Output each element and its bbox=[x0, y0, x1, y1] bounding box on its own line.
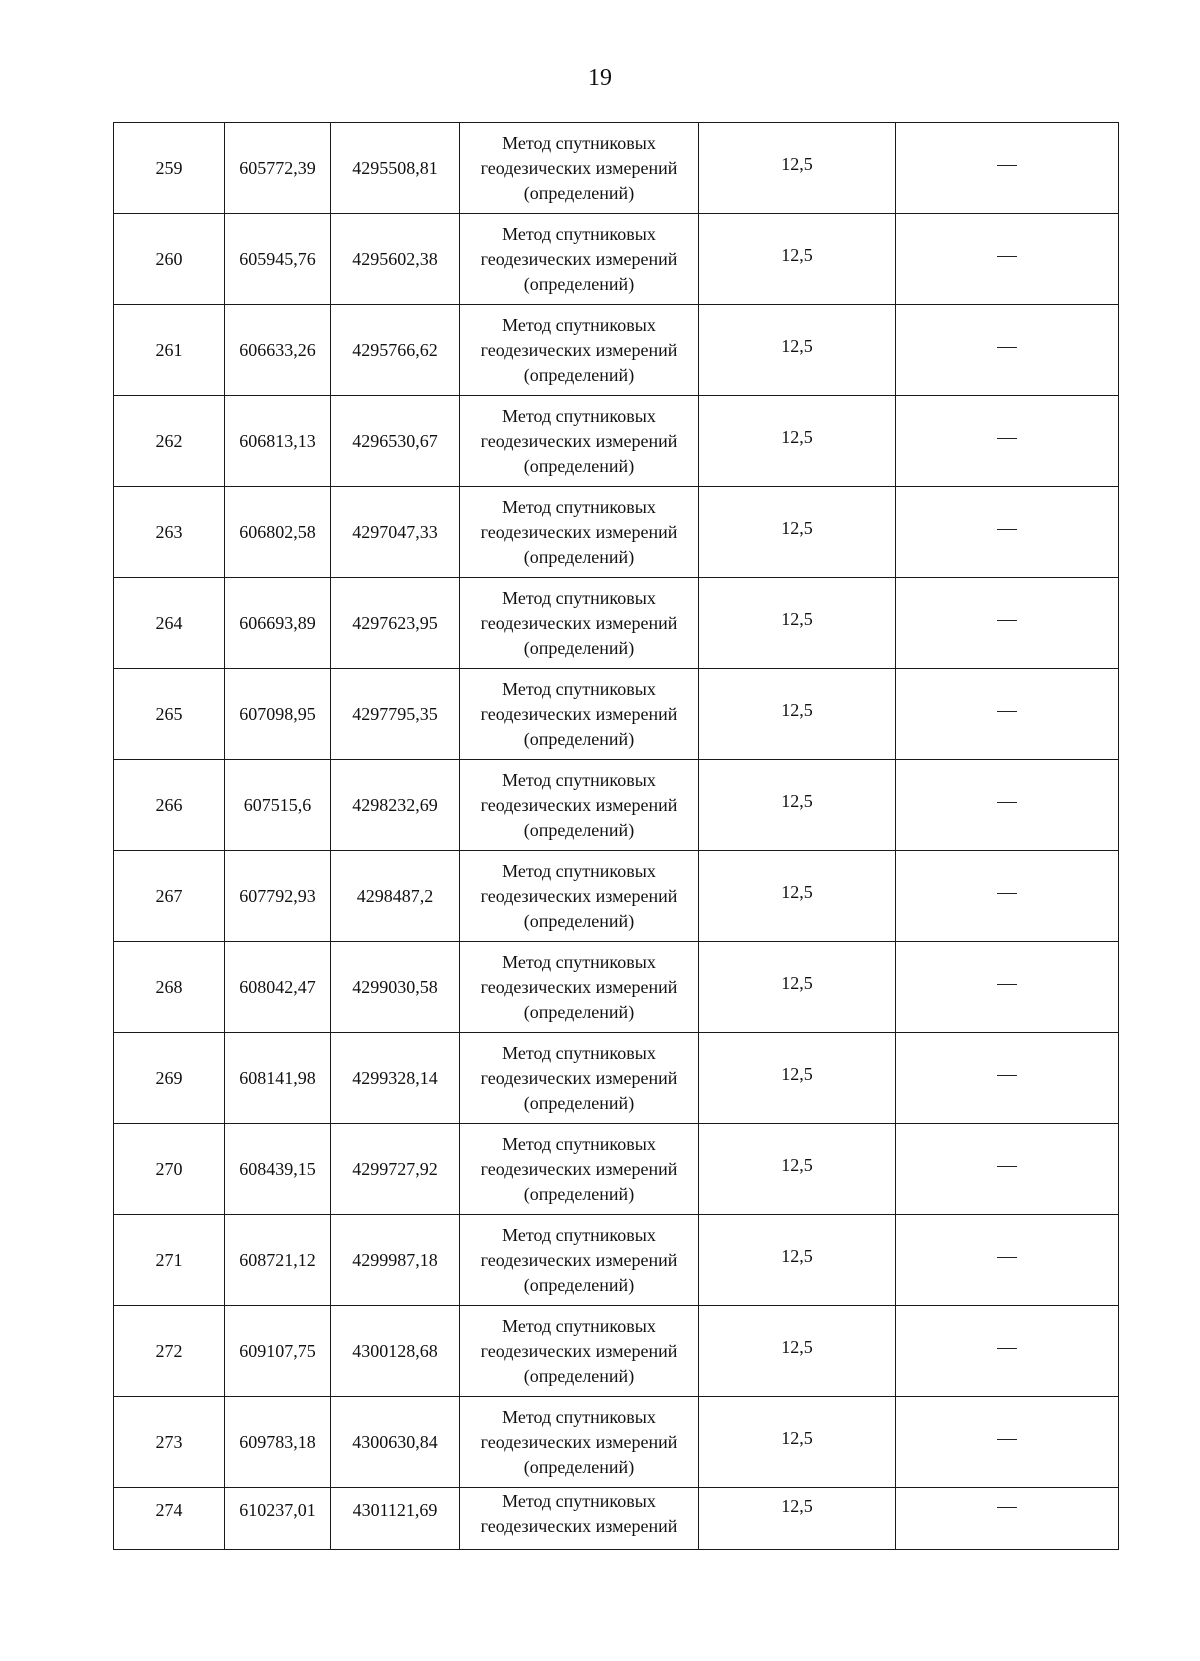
x-coordinate-cell: 606633,26 bbox=[225, 305, 331, 396]
method-cell bbox=[460, 1124, 699, 1215]
method-line: Метод спутниковых bbox=[502, 1133, 656, 1154]
point-number-cell: 267 bbox=[114, 851, 225, 942]
method-line: Метод спутниковых bbox=[502, 405, 656, 426]
table-row bbox=[114, 396, 1119, 487]
point-number-cell: 273 bbox=[114, 1397, 225, 1488]
x-coordinate-cell: 605945,76 bbox=[225, 214, 331, 305]
table-row bbox=[114, 578, 1119, 669]
table-row bbox=[114, 1215, 1119, 1306]
accuracy-cell bbox=[699, 1397, 896, 1488]
method-cell bbox=[460, 578, 699, 669]
x-coordinate-cell: 606813,13 bbox=[225, 396, 331, 487]
y-coordinate-cell: 4296530,67 bbox=[331, 396, 460, 487]
method-line: геодезических измерений bbox=[480, 976, 678, 997]
x-coordinate-cell: 608439,15 bbox=[225, 1124, 331, 1215]
method-line: геодезических измерений bbox=[480, 1340, 678, 1361]
method-cell bbox=[460, 1397, 699, 1488]
method-cell bbox=[460, 851, 699, 942]
table-row bbox=[114, 123, 1119, 214]
method-line: (определений) bbox=[523, 728, 635, 749]
method-line: (определений) bbox=[523, 1092, 635, 1113]
accuracy-value: 12,5 bbox=[781, 1154, 813, 1175]
method-line: (определений) bbox=[523, 455, 635, 476]
x-coordinate-cell: 606693,89 bbox=[225, 578, 331, 669]
accuracy-cell bbox=[699, 214, 896, 305]
method-line: геодезических измерений bbox=[480, 794, 678, 815]
point-number-cell: 270 bbox=[114, 1124, 225, 1215]
method-line: Метод спутниковых bbox=[502, 1406, 656, 1427]
x-coordinate-cell: 607098,95 bbox=[225, 669, 331, 760]
method-line: (определений) bbox=[523, 819, 635, 840]
dash-mark bbox=[997, 893, 1017, 894]
page-number: 19 bbox=[588, 65, 612, 91]
accuracy-cell bbox=[699, 487, 896, 578]
accuracy-value: 12,5 bbox=[781, 699, 813, 720]
accuracy-cell bbox=[699, 396, 896, 487]
y-coordinate-cell: 4298232,69 bbox=[331, 760, 460, 851]
accuracy-cell bbox=[699, 578, 896, 669]
method-line: Метод спутниковых bbox=[502, 496, 656, 517]
method-line: (определений) bbox=[523, 1001, 635, 1022]
y-coordinate-cell: 4300630,84 bbox=[331, 1397, 460, 1488]
method-line: Метод спутниковых bbox=[502, 1224, 656, 1245]
accuracy-value: 12,5 bbox=[781, 790, 813, 811]
accuracy-cell bbox=[699, 1124, 896, 1215]
table-row bbox=[114, 1397, 1119, 1488]
dash-mark bbox=[997, 1075, 1017, 1076]
x-coordinate-cell: 608141,98 bbox=[225, 1033, 331, 1124]
y-coordinate-cell: 4298487,2 bbox=[331, 851, 460, 942]
note-cell bbox=[896, 1397, 1119, 1488]
method-cell bbox=[460, 942, 699, 1033]
note-cell bbox=[896, 487, 1119, 578]
method-line: (определений) bbox=[523, 182, 635, 203]
dash-mark bbox=[997, 1439, 1017, 1440]
y-coordinate-cell: 4299328,14 bbox=[331, 1033, 460, 1124]
table-row bbox=[114, 1306, 1119, 1397]
dash-mark bbox=[997, 1257, 1017, 1258]
y-coordinate-cell: 4295602,38 bbox=[331, 214, 460, 305]
table-row bbox=[114, 1124, 1119, 1215]
accuracy-cell bbox=[699, 1215, 896, 1306]
method-cell bbox=[460, 123, 699, 214]
table-row bbox=[114, 1488, 1119, 1550]
dash-mark bbox=[997, 1348, 1017, 1349]
x-coordinate-cell: 607792,93 bbox=[225, 851, 331, 942]
note-cell bbox=[896, 1306, 1119, 1397]
method-line: Метод спутниковых bbox=[502, 1315, 656, 1336]
table-row bbox=[114, 942, 1119, 1033]
point-number-cell: 272 bbox=[114, 1306, 225, 1397]
accuracy-value: 12,5 bbox=[781, 1336, 813, 1357]
method-line: (определений) bbox=[523, 637, 635, 658]
accuracy-cell bbox=[699, 942, 896, 1033]
accuracy-value: 12,5 bbox=[781, 1245, 813, 1266]
dash-mark bbox=[997, 438, 1017, 439]
y-coordinate-cell: 4299030,58 bbox=[331, 942, 460, 1033]
table-row bbox=[114, 487, 1119, 578]
y-coordinate-cell: 4297623,95 bbox=[331, 578, 460, 669]
accuracy-value: 12,5 bbox=[781, 1496, 813, 1516]
x-coordinate-cell: 608042,47 bbox=[225, 942, 331, 1033]
method-cell bbox=[460, 305, 699, 396]
note-cell bbox=[896, 305, 1119, 396]
method-line: Метод спутниковых bbox=[502, 678, 656, 699]
accuracy-value: 12,5 bbox=[781, 517, 813, 538]
accuracy-cell bbox=[699, 669, 896, 760]
method-line: геодезических измерений bbox=[480, 1158, 678, 1179]
method-line: Метод спутниковых bbox=[502, 951, 656, 972]
accuracy-cell bbox=[699, 1488, 896, 1550]
accuracy-value: 12,5 bbox=[781, 426, 813, 447]
accuracy-cell bbox=[699, 1306, 896, 1397]
note-cell bbox=[896, 1215, 1119, 1306]
note-cell bbox=[896, 578, 1119, 669]
table-row bbox=[114, 669, 1119, 760]
method-line: геодезических измерений bbox=[480, 885, 678, 906]
accuracy-value: 12,5 bbox=[781, 335, 813, 356]
method-cell bbox=[460, 669, 699, 760]
dash-mark bbox=[997, 711, 1017, 712]
accuracy-cell bbox=[699, 760, 896, 851]
method-line: геодезических измерений bbox=[480, 1516, 678, 1536]
dash-mark bbox=[997, 620, 1017, 621]
dash-mark bbox=[997, 1507, 1017, 1508]
method-cell bbox=[460, 1306, 699, 1397]
point-number-cell: 266 bbox=[114, 760, 225, 851]
y-coordinate-cell: 4299987,18 bbox=[331, 1215, 460, 1306]
method-line: Метод спутниковых bbox=[502, 314, 656, 335]
method-line: геодезических измерений bbox=[480, 703, 678, 724]
x-coordinate-cell: 605772,39 bbox=[225, 123, 331, 214]
method-line: (определений) bbox=[523, 1365, 635, 1386]
coordinates-table bbox=[113, 122, 1119, 1550]
method-line: (определений) bbox=[523, 1456, 635, 1477]
point-number-cell: 263 bbox=[114, 487, 225, 578]
point-number-cell: 259 bbox=[114, 123, 225, 214]
point-number-cell: 262 bbox=[114, 396, 225, 487]
y-coordinate-cell: 4301121,69 bbox=[331, 1488, 460, 1550]
accuracy-cell bbox=[699, 1033, 896, 1124]
method-line: Метод спутниковых bbox=[502, 223, 656, 244]
dash-mark bbox=[997, 802, 1017, 803]
accuracy-value: 12,5 bbox=[781, 153, 813, 174]
method-line: Метод спутниковых bbox=[502, 769, 656, 790]
method-line: (определений) bbox=[523, 364, 635, 385]
table-row bbox=[114, 851, 1119, 942]
dash-mark bbox=[997, 256, 1017, 257]
method-line: Метод спутниковых bbox=[502, 1491, 656, 1511]
accuracy-cell bbox=[699, 851, 896, 942]
note-cell bbox=[896, 1124, 1119, 1215]
method-line: геодезических измерений bbox=[480, 1249, 678, 1270]
table-row bbox=[114, 214, 1119, 305]
method-cell bbox=[460, 487, 699, 578]
x-coordinate-cell: 607515,6 bbox=[225, 760, 331, 851]
method-line: геодезических измерений bbox=[480, 248, 678, 269]
method-line: геодезических измерений bbox=[480, 430, 678, 451]
point-number-cell: 268 bbox=[114, 942, 225, 1033]
x-coordinate-cell: 609783,18 bbox=[225, 1397, 331, 1488]
note-cell bbox=[896, 1488, 1119, 1550]
dash-mark bbox=[997, 165, 1017, 166]
note-cell bbox=[896, 851, 1119, 942]
point-number-cell: 261 bbox=[114, 305, 225, 396]
y-coordinate-cell: 4297047,33 bbox=[331, 487, 460, 578]
accuracy-cell bbox=[699, 123, 896, 214]
note-cell bbox=[896, 942, 1119, 1033]
method-line: (определений) bbox=[523, 1183, 635, 1204]
accuracy-value: 12,5 bbox=[781, 608, 813, 629]
note-cell bbox=[896, 1033, 1119, 1124]
method-line: (определений) bbox=[523, 910, 635, 931]
dash-mark bbox=[997, 529, 1017, 530]
method-cell bbox=[460, 214, 699, 305]
x-coordinate-cell: 609107,75 bbox=[225, 1306, 331, 1397]
note-cell bbox=[896, 760, 1119, 851]
note-cell bbox=[896, 123, 1119, 214]
note-cell bbox=[896, 214, 1119, 305]
method-line: Метод спутниковых bbox=[502, 132, 656, 153]
method-line: Метод спутниковых bbox=[502, 587, 656, 608]
method-line: (определений) bbox=[523, 1274, 635, 1295]
x-coordinate-cell: 606802,58 bbox=[225, 487, 331, 578]
accuracy-value: 12,5 bbox=[781, 972, 813, 993]
y-coordinate-cell: 4295508,81 bbox=[331, 123, 460, 214]
method-cell bbox=[460, 1215, 699, 1306]
method-line: геодезических измерений bbox=[480, 521, 678, 542]
method-cell bbox=[460, 1488, 699, 1550]
accuracy-cell bbox=[699, 305, 896, 396]
point-number-cell: 274 bbox=[114, 1488, 225, 1550]
accuracy-value: 12,5 bbox=[781, 1427, 813, 1448]
y-coordinate-cell: 4297795,35 bbox=[331, 669, 460, 760]
method-cell bbox=[460, 1033, 699, 1124]
table-row bbox=[114, 1033, 1119, 1124]
accuracy-value: 12,5 bbox=[781, 881, 813, 902]
y-coordinate-cell: 4300128,68 bbox=[331, 1306, 460, 1397]
point-number-cell: 264 bbox=[114, 578, 225, 669]
accuracy-value: 12,5 bbox=[781, 244, 813, 265]
point-number-cell: 265 bbox=[114, 669, 225, 760]
method-line: геодезических измерений bbox=[480, 612, 678, 633]
method-cell bbox=[460, 760, 699, 851]
dash-mark bbox=[997, 347, 1017, 348]
table-row bbox=[114, 760, 1119, 851]
method-line: геодезических измерений bbox=[480, 1067, 678, 1088]
point-number-cell: 269 bbox=[114, 1033, 225, 1124]
method-line: (определений) bbox=[523, 546, 635, 567]
method-line: геодезических измерений bbox=[480, 157, 678, 178]
y-coordinate-cell: 4299727,92 bbox=[331, 1124, 460, 1215]
method-line: (определений) bbox=[523, 273, 635, 294]
y-coordinate-cell: 4295766,62 bbox=[331, 305, 460, 396]
method-line: Метод спутниковых bbox=[502, 1042, 656, 1063]
note-cell bbox=[896, 669, 1119, 760]
method-line: геодезических измерений bbox=[480, 339, 678, 360]
note-cell bbox=[896, 396, 1119, 487]
x-coordinate-cell: 608721,12 bbox=[225, 1215, 331, 1306]
table-body bbox=[114, 123, 1119, 1550]
dash-mark bbox=[997, 1166, 1017, 1167]
x-coordinate-cell: 610237,01 bbox=[225, 1488, 331, 1550]
method-cell bbox=[460, 396, 699, 487]
point-number-cell: 271 bbox=[114, 1215, 225, 1306]
method-line: Метод спутниковых bbox=[502, 860, 656, 881]
point-number-cell: 260 bbox=[114, 214, 225, 305]
method-line: геодезических измерений bbox=[480, 1431, 678, 1452]
table-row bbox=[114, 305, 1119, 396]
dash-mark bbox=[997, 984, 1017, 985]
accuracy-value: 12,5 bbox=[781, 1063, 813, 1084]
